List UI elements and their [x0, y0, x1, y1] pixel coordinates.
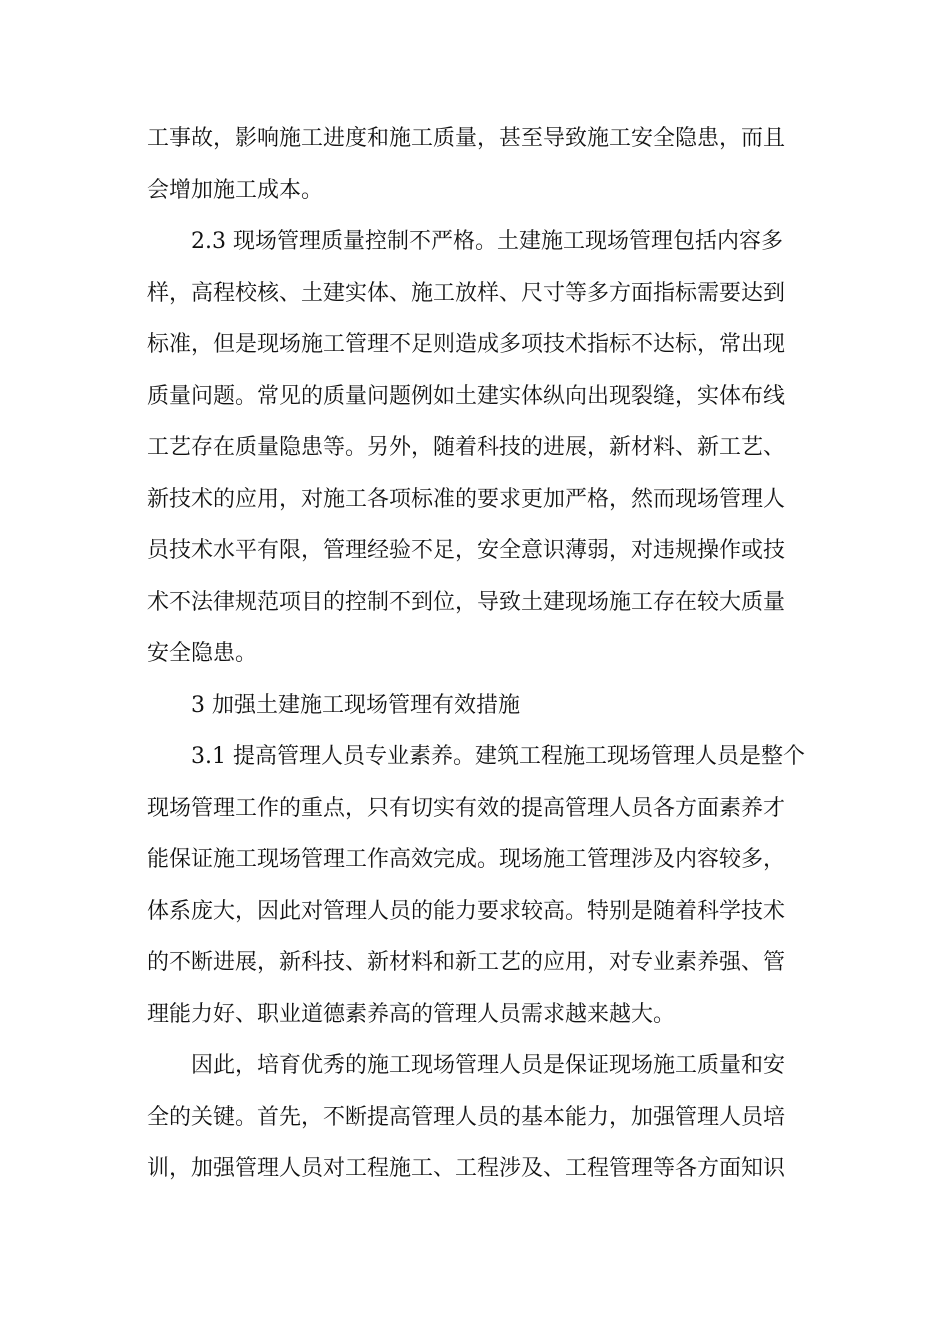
text-line: 全的关键。首先，不断提高管理人员的基本能力，加强管理人员培: [147, 1104, 786, 1130]
paragraph-therefore: [147, 1040, 807, 1195]
text-line: 会增加施工成本。: [147, 177, 324, 203]
text-line: 能保证施工现场管理工作高效完成。现场施工管理涉及内容较多，: [147, 847, 786, 872]
text-line: 理能力好、职业道德素养高的管理人员需求越来越大。: [147, 1001, 676, 1027]
text-line: 样，高程校核、土建实体、施工放样、尺寸等多方面指标需要达到: [147, 280, 786, 306]
text-line: 因此，培育优秀的施工现场管理人员是保证现场施工质量和安: [191, 1053, 786, 1078]
text-line: 2.3 现场管理质量控制不严格。土建施工现场管理包括内容多: [191, 229, 783, 254]
text-line: 工事故，影响施工进度和施工质量，甚至导致施工安全隐患，而且: [147, 126, 786, 151]
text-line: 新技术的应用，对施工各项标准的要求更加严格，然而现场管理人: [147, 486, 786, 512]
paragraph-section-2-3: [147, 216, 807, 680]
text-line: 3 加强土建施工现场管理有效措施: [191, 692, 520, 718]
text-line: 安全隐患。: [147, 641, 258, 666]
document-body: [147, 113, 807, 1195]
text-line: 现场管理工作的重点，只有切实有效的提高管理人员各方面素养才: [147, 795, 786, 821]
text-line: 3.1 提高管理人员专业素养。建筑工程施工现场管理人员是整个: [191, 744, 805, 769]
text-line: 质量问题。常见的质量问题例如土建实体纵向出现裂缝，实体布线: [147, 383, 786, 409]
paragraph-continuation: [147, 113, 807, 216]
text-line: 标准，但是现场施工管理不足则造成多项技术指标不达标，常出现: [147, 332, 786, 357]
section-heading-3: [147, 680, 807, 732]
text-line: 工艺存在质量隐患等。另外，随着科技的进展，新材料、新工艺、: [147, 435, 786, 460]
text-line: 体系庞大，因此对管理人员的能力要求较高。特别是随着科学技术: [147, 898, 786, 924]
paragraph-section-3-1: [147, 731, 807, 1040]
text-line: 术不法律规范项目的控制不到位，导致土建现场施工存在较大质量: [147, 589, 786, 615]
text-line: 员技术水平有限，管理经验不足，安全意识薄弱，对违规操作或技: [147, 538, 786, 563]
text-line: 训，加强管理人员对工程施工、工程涉及、工程管理等各方面知识: [147, 1156, 786, 1181]
text-line: 的不断进展，新科技、新材料和新工艺的应用，对专业素养强、管: [147, 950, 786, 975]
